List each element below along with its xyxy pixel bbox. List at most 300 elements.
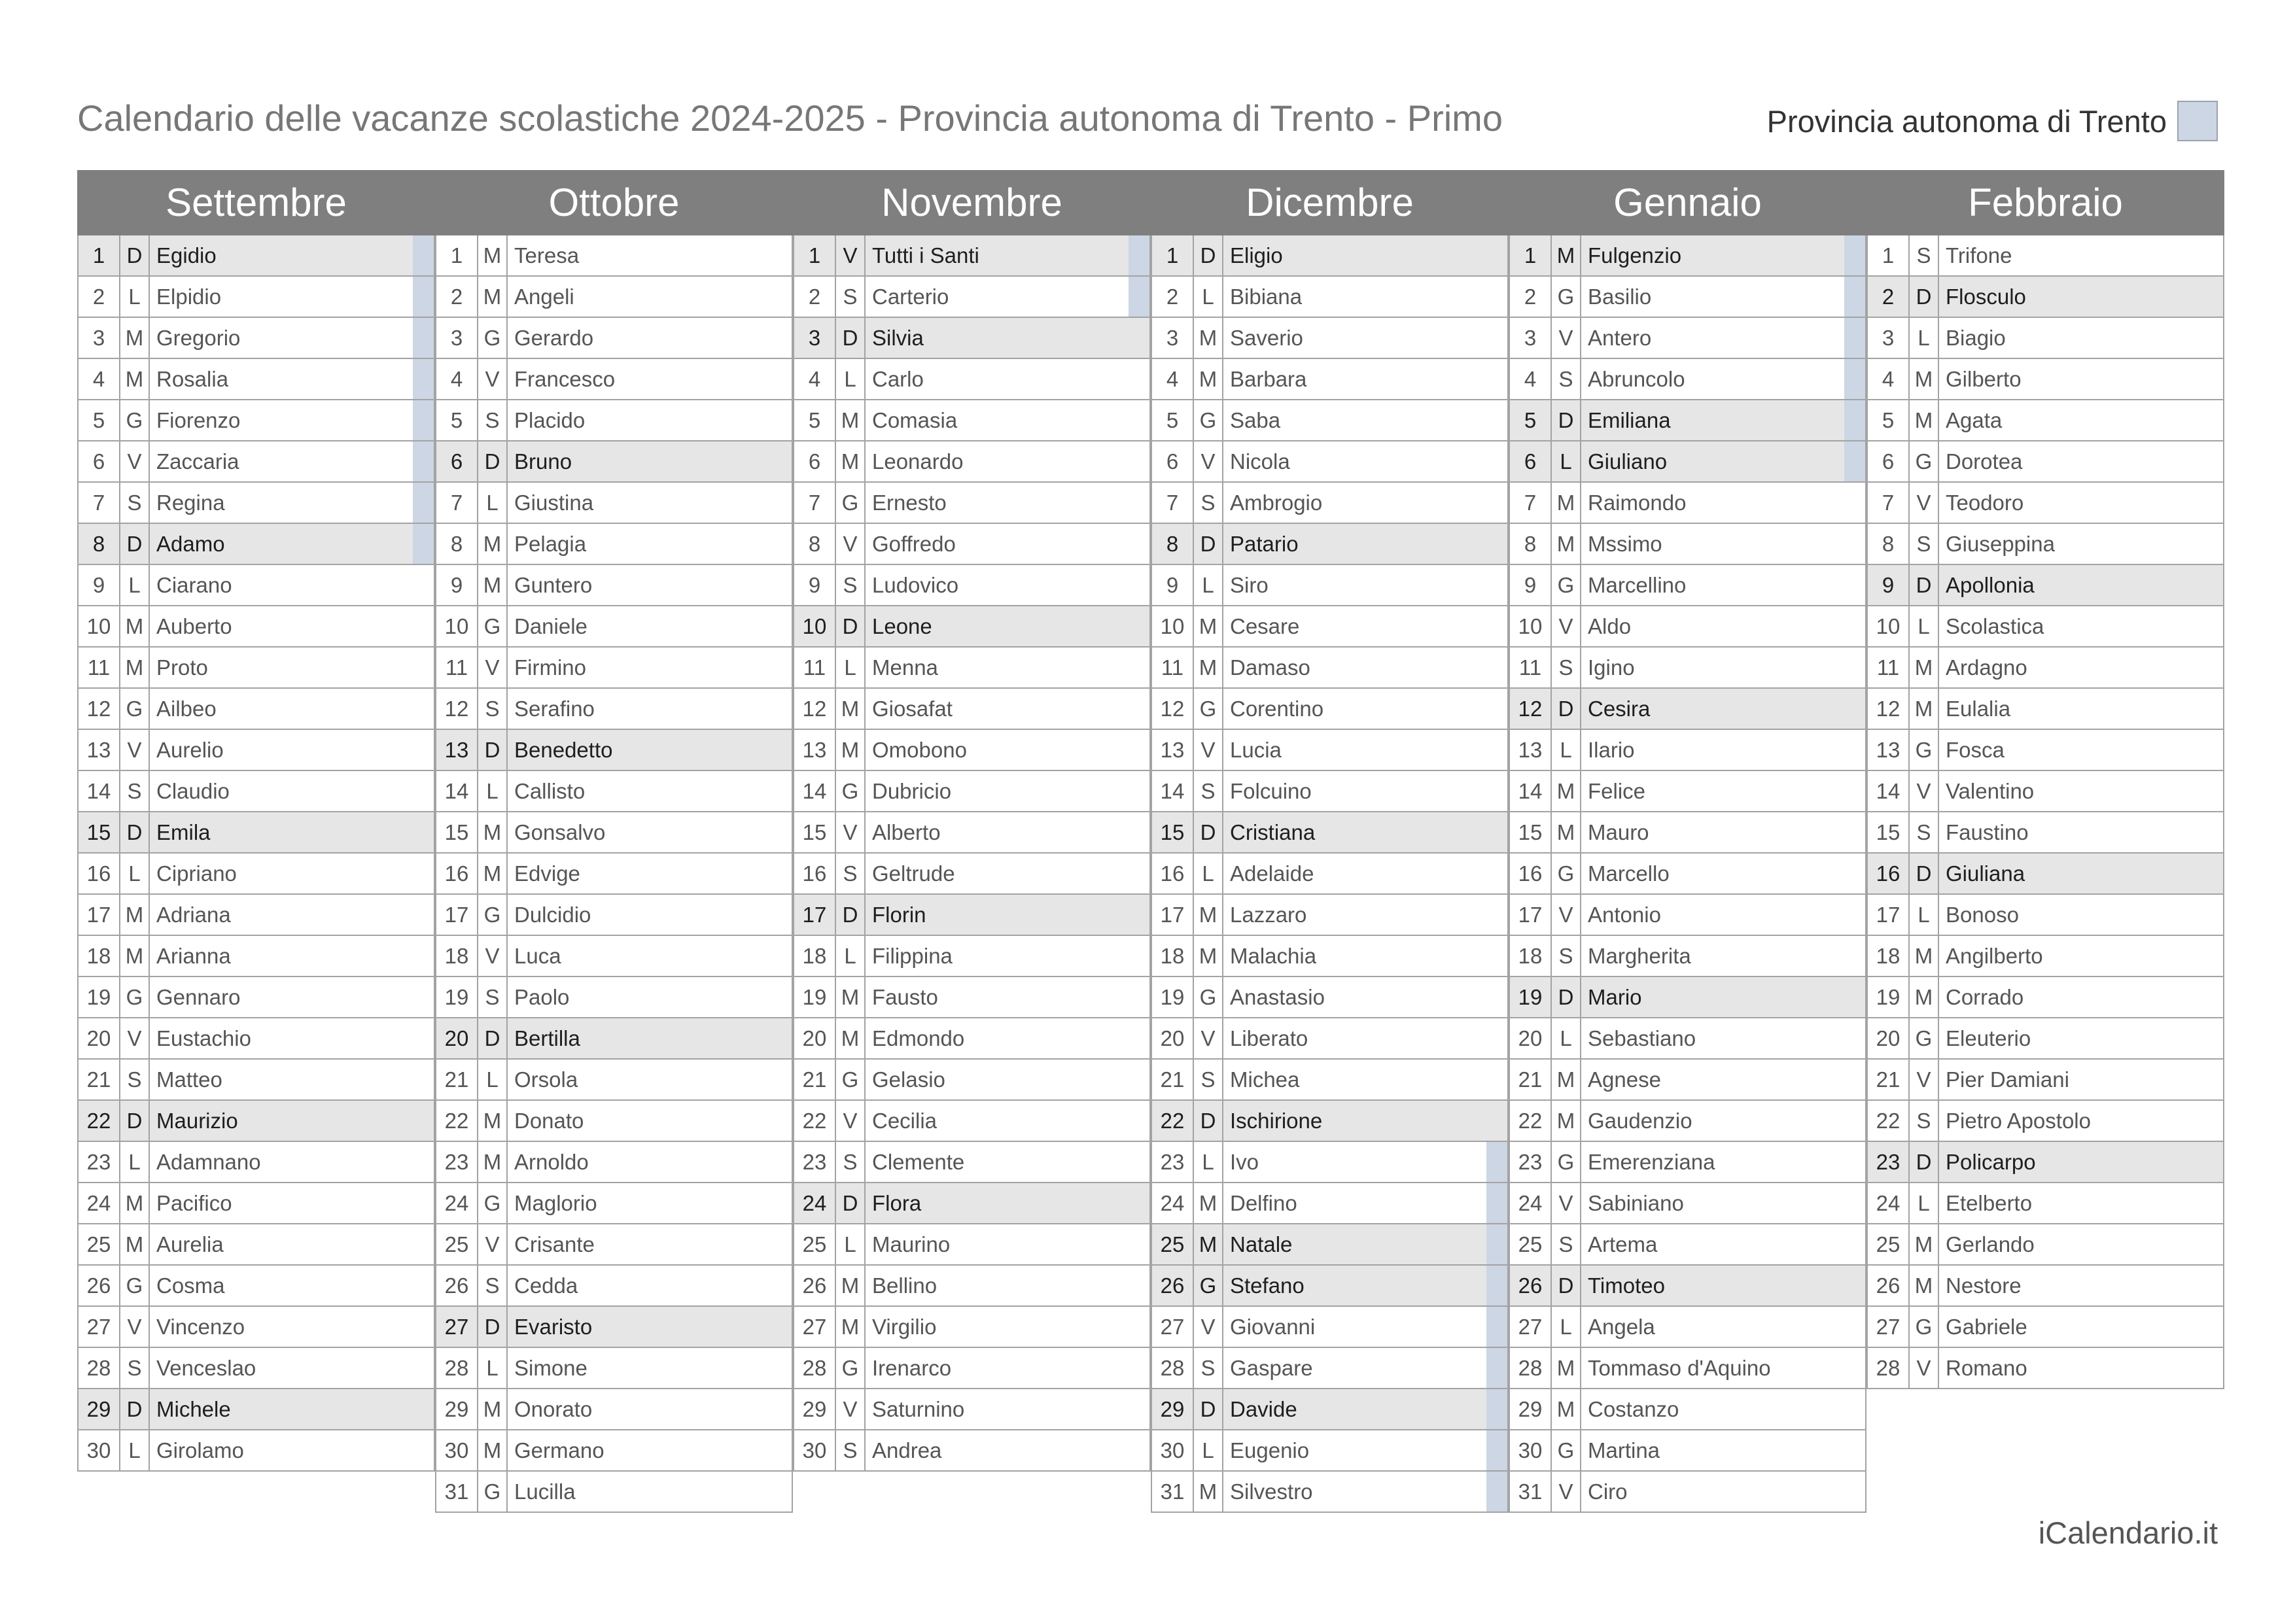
day-row	[1152, 936, 1509, 977]
day-number: 4	[1868, 359, 1910, 399]
day-row	[1868, 1018, 2224, 1060]
day-number: 18	[436, 936, 478, 976]
day-row	[79, 1142, 435, 1183]
day-row	[436, 400, 793, 441]
weekday-letter: M	[478, 1142, 508, 1182]
day-number: 18	[1152, 936, 1194, 976]
day-number: 12	[1868, 689, 1910, 729]
weekday-letter: S	[1194, 771, 1223, 811]
day-number: 27	[1510, 1307, 1552, 1347]
day-number: 9	[1510, 565, 1552, 605]
weekday-letter: D	[1194, 524, 1223, 564]
saint-name: Giuseppina	[1946, 531, 2055, 556]
day-row	[1510, 648, 1866, 689]
saint-name: Raimondo	[1588, 490, 1687, 515]
saint-name: Corrado	[1946, 984, 2024, 1009]
day-number: 15	[1152, 812, 1194, 852]
saint-name: Ludovico	[872, 572, 959, 597]
day-number: 3	[1868, 318, 1910, 358]
day-row	[436, 689, 793, 730]
weekday-letter: L	[836, 648, 866, 687]
day-row	[436, 1101, 793, 1142]
day-row	[1152, 400, 1509, 441]
weekday-letter: M	[478, 1430, 508, 1470]
day-row	[1152, 359, 1509, 400]
saint-name: Patario	[1230, 531, 1299, 556]
day-number: 27	[1152, 1307, 1194, 1347]
day-row	[1510, 1348, 1866, 1389]
weekday-letter: S	[1552, 1224, 1581, 1264]
day-row	[436, 1142, 793, 1183]
day-row	[794, 648, 1151, 689]
day-number: 21	[1152, 1060, 1194, 1099]
day-number: 28	[1152, 1348, 1194, 1388]
weekday-letter: G	[1552, 565, 1581, 605]
day-number: 15	[436, 812, 478, 852]
saint-name: Teresa	[514, 243, 580, 268]
weekday-letter: D	[1910, 565, 1939, 605]
day-number: 18	[794, 936, 836, 976]
weekday-letter: D	[1552, 689, 1581, 729]
weekday-letter: D	[120, 1101, 150, 1141]
day-row	[1510, 1224, 1866, 1266]
saint-name: Filippina	[872, 943, 953, 968]
day-row	[794, 689, 1151, 730]
saint-name: Igino	[1588, 655, 1635, 680]
saint-name: Gaspare	[1230, 1355, 1313, 1380]
weekday-letter: S	[1552, 936, 1581, 976]
day-number: 9	[1868, 565, 1910, 605]
weekday-letter: V	[1194, 1018, 1223, 1058]
weekday-letter: S	[1910, 812, 1939, 852]
saint-name: Faustino	[1946, 820, 2029, 844]
day-number: 25	[1510, 1224, 1552, 1264]
weekday-letter: M	[1910, 1224, 1939, 1264]
day-row	[1510, 1183, 1866, 1224]
day-row	[1510, 235, 1866, 277]
saint-name: Callisto	[514, 778, 586, 803]
day-row	[1510, 483, 1866, 524]
weekday-letter: V	[1194, 1307, 1223, 1347]
weekday-letter: S	[478, 1266, 508, 1305]
day-row	[79, 895, 435, 936]
weekday-letter: S	[1910, 1101, 1939, 1141]
day-number: 6	[1868, 441, 1910, 481]
day-row	[794, 1307, 1151, 1348]
weekday-letter: S	[836, 854, 866, 893]
weekday-letter: G	[836, 771, 866, 811]
weekday-letter: D	[1910, 1142, 1939, 1182]
day-number: 28	[79, 1348, 120, 1388]
day-number: 30	[1152, 1430, 1194, 1470]
day-row	[1510, 1266, 1866, 1307]
saint-name: Eugenio	[1230, 1438, 1310, 1462]
saint-name: Angeli	[514, 284, 574, 309]
weekday-letter: M	[836, 977, 866, 1017]
day-number: 30	[1510, 1430, 1552, 1470]
saint-name: Maurizio	[156, 1108, 238, 1133]
saint-name: Sebastiano	[1588, 1026, 1696, 1050]
day-row	[1868, 730, 2224, 771]
day-row	[794, 359, 1151, 400]
day-number: 26	[1868, 1266, 1910, 1305]
day-row	[794, 1430, 1151, 1472]
day-row	[1152, 318, 1509, 359]
month-header: Gennaio	[1509, 170, 1866, 235]
day-row	[436, 1430, 793, 1472]
weekday-letter: M	[836, 1307, 866, 1347]
saint-name: Ilario	[1588, 737, 1635, 762]
saint-name: Proto	[156, 655, 208, 680]
day-number: 19	[794, 977, 836, 1017]
day-number: 3	[794, 318, 836, 358]
day-row	[794, 895, 1151, 936]
day-list	[77, 235, 435, 1472]
day-row	[1868, 812, 2224, 854]
day-number: 23	[1510, 1142, 1552, 1182]
saint-name: Ailbeo	[156, 696, 217, 721]
day-row	[1868, 277, 2224, 318]
saint-name: Siro	[1230, 572, 1269, 597]
saint-name: Luca	[514, 943, 561, 968]
weekday-letter: V	[120, 1018, 150, 1058]
day-row	[1510, 524, 1866, 565]
day-row	[1868, 854, 2224, 895]
weekday-letter: L	[478, 1348, 508, 1388]
day-row	[79, 441, 435, 483]
day-row	[1868, 524, 2224, 565]
saint-name: Aurelio	[156, 737, 224, 762]
day-number: 17	[1152, 895, 1194, 935]
weekday-letter: D	[478, 441, 508, 481]
day-number: 17	[1510, 895, 1552, 935]
day-number: 30	[436, 1430, 478, 1470]
day-number: 16	[1868, 854, 1910, 893]
weekday-letter: M	[836, 689, 866, 729]
day-row	[436, 648, 793, 689]
day-number: 28	[1868, 1348, 1910, 1388]
day-row	[436, 359, 793, 400]
day-number: 13	[1152, 730, 1194, 770]
month-column	[1509, 170, 1866, 1513]
weekday-letter: V	[836, 524, 866, 564]
day-row	[79, 1018, 435, 1060]
saint-name: Biagio	[1946, 325, 2006, 350]
weekday-letter: M	[120, 895, 150, 935]
saint-name: Fulgenzio	[1588, 243, 1682, 268]
day-row	[1510, 1389, 1866, 1430]
day-number: 22	[794, 1101, 836, 1141]
weekday-letter: V	[1910, 483, 1939, 523]
day-list	[1151, 235, 1509, 1513]
day-row	[1868, 1060, 2224, 1101]
weekday-letter: D	[120, 524, 150, 564]
weekday-letter: M	[120, 359, 150, 399]
saint-name: Angela	[1588, 1314, 1655, 1339]
saint-name: Adamnano	[156, 1149, 261, 1174]
weekday-letter: G	[1552, 1430, 1581, 1470]
weekday-letter: G	[120, 400, 150, 440]
day-number: 31	[436, 1472, 478, 1512]
legend-swatch	[2177, 101, 2218, 141]
weekday-letter: V	[120, 730, 150, 770]
weekday-letter: M	[120, 318, 150, 358]
day-row	[79, 977, 435, 1018]
day-number: 7	[436, 483, 478, 523]
weekday-letter: M	[836, 730, 866, 770]
saint-name: Cesare	[1230, 613, 1300, 638]
day-row	[436, 483, 793, 524]
weekday-letter: D	[478, 1018, 508, 1058]
day-row	[794, 235, 1151, 277]
day-row	[436, 1224, 793, 1266]
month-column	[435, 170, 793, 1513]
day-number: 23	[79, 1142, 120, 1182]
day-row	[1152, 1307, 1509, 1348]
day-number: 5	[1510, 400, 1552, 440]
day-row	[1510, 812, 1866, 854]
weekday-letter: D	[1194, 235, 1223, 275]
saint-name: Pelagia	[514, 531, 587, 556]
day-number: 11	[79, 648, 120, 687]
saint-name: Bonoso	[1946, 902, 2019, 927]
day-number: 7	[79, 483, 120, 523]
saint-name: Corentino	[1230, 696, 1324, 721]
day-number: 5	[1868, 400, 1910, 440]
saint-name: Serafino	[514, 696, 595, 721]
day-number: 29	[79, 1389, 120, 1429]
legend	[1767, 101, 2218, 141]
weekday-letter: M	[478, 565, 508, 605]
day-row	[794, 977, 1151, 1018]
saint-name: Dubricio	[872, 778, 952, 803]
saint-name: Placido	[514, 407, 586, 432]
day-row	[1868, 1183, 2224, 1224]
day-row	[436, 1307, 793, 1348]
day-number: 11	[1152, 648, 1194, 687]
day-row	[79, 1348, 435, 1389]
day-row	[436, 1183, 793, 1224]
day-number: 26	[79, 1266, 120, 1305]
day-number: 11	[794, 648, 836, 687]
saint-name: Gennaro	[156, 984, 241, 1009]
saint-name: Fosca	[1946, 737, 2005, 762]
day-row	[794, 483, 1151, 524]
day-number: 19	[1510, 977, 1552, 1017]
weekday-letter: D	[1552, 400, 1581, 440]
month-column	[1866, 170, 2224, 1389]
saint-name: Bellino	[872, 1273, 937, 1298]
weekday-letter: S	[836, 565, 866, 605]
day-row	[79, 1430, 435, 1472]
weekday-letter: V	[1552, 1183, 1581, 1223]
day-row	[436, 277, 793, 318]
saint-name: Elpidio	[156, 284, 222, 309]
day-number: 1	[1152, 235, 1194, 275]
day-row	[1152, 648, 1509, 689]
weekday-letter: L	[1552, 1307, 1581, 1347]
weekday-letter: S	[1552, 648, 1581, 687]
saint-name: Dulcidio	[514, 902, 591, 927]
day-row	[794, 1142, 1151, 1183]
day-number: 18	[79, 936, 120, 976]
day-row	[436, 730, 793, 771]
saint-name: Flora	[872, 1190, 922, 1215]
day-row	[79, 854, 435, 895]
saint-name: Natale	[1230, 1232, 1293, 1256]
day-row	[1868, 1266, 2224, 1307]
saint-name: Daniele	[514, 613, 587, 638]
day-row	[79, 689, 435, 730]
day-row	[436, 1266, 793, 1307]
saint-name: Saba	[1230, 407, 1281, 432]
weekday-letter: M	[1194, 318, 1223, 358]
day-list	[435, 235, 793, 1513]
day-row	[1868, 689, 2224, 730]
day-row	[1152, 854, 1509, 895]
saint-name: Felice	[1588, 778, 1646, 803]
day-row	[1510, 936, 1866, 977]
saint-name: Folcuino	[1230, 778, 1312, 803]
saint-name: Florin	[872, 902, 926, 927]
month-header: Febbraio	[1866, 170, 2224, 235]
weekday-letter: M	[1910, 689, 1939, 729]
weekday-letter: M	[478, 235, 508, 275]
weekday-letter: G	[836, 1348, 866, 1388]
day-row	[1152, 1348, 1509, 1389]
day-row	[1510, 895, 1866, 936]
weekday-letter: M	[1552, 1060, 1581, 1099]
day-number: 30	[79, 1430, 120, 1470]
day-row	[794, 1224, 1151, 1266]
weekday-letter: G	[1552, 277, 1581, 317]
day-number: 1	[436, 235, 478, 275]
saint-name: Apollonia	[1946, 572, 2035, 597]
weekday-letter: L	[1910, 895, 1939, 935]
saint-name: Marcello	[1588, 861, 1670, 886]
saint-name: Gilberto	[1946, 366, 2022, 391]
day-list	[793, 235, 1151, 1472]
saint-name: Cristiana	[1230, 820, 1316, 844]
saint-name: Arnoldo	[514, 1149, 589, 1174]
day-number: 2	[1868, 277, 1910, 317]
day-row	[436, 524, 793, 565]
saint-name: Lazzaro	[1230, 902, 1307, 927]
saint-name: Gerlando	[1946, 1232, 2035, 1256]
weekday-letter: M	[120, 1183, 150, 1223]
day-number: 13	[79, 730, 120, 770]
weekday-letter: M	[478, 277, 508, 317]
day-row	[1510, 565, 1866, 606]
day-number: 6	[79, 441, 120, 481]
saint-name: Agata	[1946, 407, 2003, 432]
day-number: 23	[436, 1142, 478, 1182]
day-number: 14	[1152, 771, 1194, 811]
day-row	[794, 524, 1151, 565]
day-number: 25	[79, 1224, 120, 1264]
day-row	[436, 977, 793, 1018]
weekday-letter: D	[120, 235, 150, 275]
site-credit[interactable]: iCalendario.it	[2038, 1515, 2218, 1550]
weekday-letter: M	[1194, 895, 1223, 935]
day-number: 21	[436, 1060, 478, 1099]
saint-name: Ivo	[1230, 1149, 1259, 1174]
day-row	[1152, 977, 1509, 1018]
weekday-letter: V	[1910, 1348, 1939, 1388]
day-row	[436, 441, 793, 483]
weekday-letter: D	[1910, 854, 1939, 893]
saint-name: Flosculo	[1946, 284, 2026, 309]
saint-name: Omobono	[872, 737, 967, 762]
saint-name: Crisante	[514, 1232, 595, 1256]
weekday-letter: V	[836, 812, 866, 852]
day-number: 16	[794, 854, 836, 893]
day-number: 20	[794, 1018, 836, 1058]
day-number: 29	[1510, 1389, 1552, 1429]
day-number: 26	[1510, 1266, 1552, 1305]
weekday-letter: L	[836, 359, 866, 399]
saint-name: Nestore	[1946, 1273, 2022, 1298]
saint-name: Rosalia	[156, 366, 229, 391]
day-number: 4	[794, 359, 836, 399]
month-header: Dicembre	[1151, 170, 1509, 235]
weekday-letter: S	[120, 1348, 150, 1388]
weekday-letter: S	[836, 277, 866, 317]
day-row	[1868, 400, 2224, 441]
day-row	[794, 1018, 1151, 1060]
day-row	[794, 1266, 1151, 1307]
saint-name: Andrea	[872, 1438, 942, 1462]
day-row	[1152, 235, 1509, 277]
day-row	[1152, 565, 1509, 606]
weekday-letter: S	[1194, 1060, 1223, 1099]
saint-name: Valentino	[1946, 778, 2035, 803]
weekday-letter: L	[478, 771, 508, 811]
day-row	[79, 318, 435, 359]
weekday-letter: D	[836, 1183, 866, 1223]
day-row	[794, 1183, 1151, 1224]
day-row	[436, 771, 793, 812]
day-number: 10	[794, 606, 836, 646]
day-number: 15	[1510, 812, 1552, 852]
day-list	[1509, 235, 1866, 1513]
weekday-letter: M	[836, 1266, 866, 1305]
day-number: 25	[436, 1224, 478, 1264]
weekday-letter: M	[120, 648, 150, 687]
weekday-letter: D	[1552, 1266, 1581, 1305]
weekday-letter: S	[120, 771, 150, 811]
day-number: 14	[1868, 771, 1910, 811]
saint-name: Menna	[872, 655, 938, 680]
weekday-letter: V	[1194, 730, 1223, 770]
saint-name: Girolamo	[156, 1438, 244, 1462]
day-row	[1510, 771, 1866, 812]
weekday-letter: M	[1194, 359, 1223, 399]
saint-name: Lucilla	[514, 1479, 576, 1504]
day-number: 25	[1868, 1224, 1910, 1264]
day-number: 25	[794, 1224, 836, 1264]
saint-name: Simone	[514, 1355, 587, 1380]
weekday-letter: M	[1552, 1389, 1581, 1429]
saint-name: Leone	[872, 613, 932, 638]
weekday-letter: D	[120, 812, 150, 852]
day-number: 16	[79, 854, 120, 893]
weekday-letter: S	[1910, 235, 1939, 275]
day-number: 23	[794, 1142, 836, 1182]
day-number: 21	[794, 1060, 836, 1099]
day-number: 10	[436, 606, 478, 646]
calendar-grid	[77, 170, 2224, 1513]
